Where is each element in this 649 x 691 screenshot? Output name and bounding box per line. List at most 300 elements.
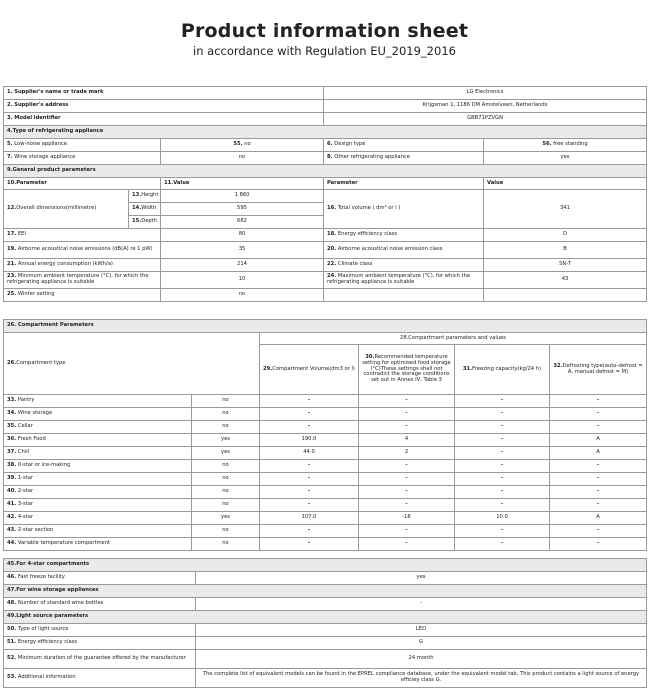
compartment-vol xyxy=(260,421,359,434)
table-row xyxy=(4,572,647,585)
compartment-defrost xyxy=(550,486,647,499)
compartment-present xyxy=(192,395,260,408)
field-label xyxy=(4,87,324,100)
field-value-text: - xyxy=(405,501,408,508)
field-number: 33. xyxy=(7,397,17,404)
field-value-text: no xyxy=(222,540,229,547)
field-value-text: free standing xyxy=(553,141,588,148)
field-value-text: no xyxy=(222,397,229,404)
compartment-present xyxy=(192,473,260,486)
column-header xyxy=(324,178,484,190)
compartment-freeze xyxy=(455,408,550,421)
field-label-text: Wine storage appliance xyxy=(14,154,76,161)
field-value-text: - xyxy=(405,410,408,417)
compartment-defrost xyxy=(550,421,647,434)
field-label xyxy=(4,152,161,165)
field-label-text: 4-star xyxy=(17,514,34,521)
field-value xyxy=(196,650,647,669)
field-number: 53. xyxy=(7,674,17,681)
field-label-text: Airborne acoustical noise emission class xyxy=(337,246,443,253)
field-value-text: - xyxy=(500,397,504,404)
table-row xyxy=(4,229,647,242)
field-number: 29. xyxy=(263,365,273,372)
compartment-table xyxy=(3,319,647,551)
field-label-text: Airborne acoustical noise emissions (dB(A) re 1 pW) xyxy=(17,246,153,253)
field-value xyxy=(324,100,647,113)
field-value-text: - xyxy=(500,540,504,547)
compartment-temp xyxy=(359,525,455,538)
compartment-name xyxy=(4,421,192,434)
field-label xyxy=(4,139,161,152)
field-label-text: Cellar xyxy=(17,423,33,430)
table-row xyxy=(4,152,647,165)
field-value-text: B xyxy=(563,246,567,253)
field-number: 6. xyxy=(327,141,333,148)
table-row xyxy=(4,178,647,190)
compartment-name xyxy=(4,486,192,499)
field-number: 15. xyxy=(132,218,142,225)
table-row xyxy=(4,320,647,333)
compartment-freeze xyxy=(455,525,550,538)
field-value-text: -18 xyxy=(402,514,411,521)
field-number: 36. xyxy=(7,436,17,443)
field-number: 37. xyxy=(7,449,17,456)
field-number: 32. xyxy=(553,362,563,369)
field-value-text: - xyxy=(596,540,600,547)
field-number: 43. xyxy=(7,527,17,534)
field-number: 55. xyxy=(233,141,243,148)
table-row xyxy=(4,126,647,139)
field-number: 17. xyxy=(7,231,17,238)
column-header-text: Recommended temperature setting for optimised food storage (°C)These settings shall not contradict the storage conditions set out in Annex IV, Table 3 xyxy=(362,353,451,384)
field-value-text: - xyxy=(500,475,504,482)
compartment-vol xyxy=(260,408,359,421)
compartment-name xyxy=(4,460,192,473)
table-row xyxy=(4,272,647,289)
field-value xyxy=(196,572,647,585)
table-row xyxy=(4,525,647,538)
field-value-text: - xyxy=(596,462,600,469)
field-number: 30. xyxy=(365,353,375,360)
field-value-text: 1 860 xyxy=(234,192,250,199)
field-value-text: yes xyxy=(221,514,230,521)
field-value-text: A xyxy=(596,436,600,443)
field-label xyxy=(4,669,196,688)
compartment-name xyxy=(4,499,192,512)
field-label xyxy=(324,259,484,272)
field-value-text: 10.0 xyxy=(496,514,508,521)
table-row xyxy=(4,434,647,447)
compartment-freeze xyxy=(455,421,550,434)
field-value-text: - xyxy=(596,410,600,417)
field-value-text: 682 xyxy=(237,218,247,225)
field-number: 13. xyxy=(132,192,142,199)
table-row xyxy=(4,473,647,486)
section-title: 45.For 4-star compartments xyxy=(7,561,90,568)
table-row xyxy=(4,559,647,572)
compartment-vol xyxy=(260,447,359,460)
section-title: 47.For wine storage appliances xyxy=(7,587,99,594)
field-value-text: yes xyxy=(221,436,230,443)
field-number: 21. xyxy=(7,261,17,268)
table-row xyxy=(4,585,647,598)
field-number: 16. xyxy=(327,205,337,212)
field-value-text: no xyxy=(222,501,229,508)
field-value-text: - xyxy=(307,488,311,495)
field-value-text: - xyxy=(307,527,311,534)
field-value xyxy=(161,272,324,289)
field-label-text: Model identifier xyxy=(14,115,61,122)
page-subtitle: in accordance with Regulation EU_2019_2016 xyxy=(193,44,456,58)
field-number: 12. xyxy=(7,205,17,212)
table-row xyxy=(4,87,647,100)
column-header xyxy=(161,178,324,190)
field-number: 51. xyxy=(7,639,17,646)
table-row xyxy=(4,669,647,688)
compartment-defrost xyxy=(550,395,647,408)
column-header-text: Value xyxy=(487,179,504,186)
field-value-text: - xyxy=(500,423,504,430)
table-row xyxy=(4,113,647,126)
compartment-vol xyxy=(260,460,359,473)
field-value xyxy=(484,272,647,289)
group-header xyxy=(260,333,647,345)
field-value-text: - xyxy=(596,475,600,482)
field-value-text: - xyxy=(307,397,311,404)
field-label-text: Wine storage xyxy=(17,410,53,417)
field-number: 25. xyxy=(7,291,17,298)
table-row xyxy=(4,333,647,345)
field-value xyxy=(161,259,324,272)
compartment-present xyxy=(192,434,260,447)
compartment-defrost xyxy=(550,460,647,473)
field-value-text: - xyxy=(596,501,600,508)
field-label-text: Fresh Food xyxy=(17,436,46,443)
field-number: 40. xyxy=(7,488,17,495)
field-number: 35. xyxy=(7,423,17,430)
field-value xyxy=(196,637,647,650)
field-number: 19. xyxy=(7,246,17,253)
field-label-text: 0-star or ice-making xyxy=(17,462,71,469)
volume-label xyxy=(324,190,484,229)
compartment-vol xyxy=(260,525,359,538)
table-row xyxy=(4,139,647,152)
field-number: 34. xyxy=(7,410,17,417)
field-value-text: 341 xyxy=(560,205,570,212)
field-label-text: Depth xyxy=(141,218,158,225)
field-number: 52. xyxy=(7,655,17,662)
table-row xyxy=(4,395,647,408)
section-title: 26. Compartment Parameters xyxy=(7,322,94,329)
field-value-text: 107.0 xyxy=(301,514,317,521)
field-label-text: Type of light source xyxy=(17,626,69,633)
field-label-text: Additional information xyxy=(17,674,76,681)
table-row xyxy=(4,408,647,421)
compartment-temp xyxy=(359,512,455,525)
field-value-text: - xyxy=(500,436,504,443)
field-number: 3. xyxy=(7,115,13,122)
field-label-text: 2-star xyxy=(17,488,34,495)
compartment-type-header xyxy=(4,333,260,395)
compartment-temp xyxy=(359,408,455,421)
table-row xyxy=(4,624,647,637)
column-header-text: Parameter xyxy=(327,179,358,186)
field-number: 50. xyxy=(7,626,17,633)
column-header-text: 10.Parameter xyxy=(7,179,47,186)
field-value-text: 43 xyxy=(561,276,569,283)
field-label-text: Winter setting xyxy=(17,291,55,298)
compartment-vol xyxy=(260,512,359,525)
field-label-text: Height xyxy=(141,192,159,199)
compartment-freeze xyxy=(455,460,550,473)
field-label xyxy=(4,650,196,669)
compartment-temp xyxy=(359,460,455,473)
compartment-present xyxy=(192,525,260,538)
field-number: 41. xyxy=(7,501,17,508)
field-label xyxy=(4,100,324,113)
field-number: 38. xyxy=(7,462,17,469)
compartment-present xyxy=(192,460,260,473)
column-header xyxy=(4,178,161,190)
compartment-defrost xyxy=(550,538,647,551)
field-label-text: Energy efficiency class xyxy=(337,231,398,238)
compartment-temp xyxy=(359,447,455,460)
field-value-text: - xyxy=(596,488,600,495)
field-label-text: Total volume ( dm³ or l ) xyxy=(337,205,401,212)
field-label-text: Variable temperature compartment xyxy=(17,540,111,547)
compartment-vol xyxy=(260,473,359,486)
info-table-top xyxy=(3,86,647,302)
field-label-text: Other refrigerating appliance xyxy=(334,154,410,161)
dimension-label xyxy=(129,216,161,229)
compartment-name xyxy=(4,395,192,408)
field-label-text: Chill xyxy=(17,449,30,456)
field-number: 39. xyxy=(7,475,17,482)
field-value-text: D xyxy=(563,231,568,238)
field-value-text: no xyxy=(222,410,229,417)
field-label-text: Overall dimensions(millimetre) xyxy=(16,205,97,212)
field-number: 56. xyxy=(542,141,552,148)
field-value-text: no xyxy=(244,141,251,148)
field-value-text: - xyxy=(500,410,504,417)
field-label-text: Minimum duration of the guarantee offered by the manufacturer xyxy=(17,655,186,662)
compartment-present xyxy=(192,447,260,460)
field-value xyxy=(484,259,647,272)
field-value-text: LG Electronics xyxy=(466,89,504,96)
field-value-text: SN-T xyxy=(559,261,571,268)
field-value xyxy=(161,289,324,302)
table-row xyxy=(4,100,647,113)
table-row xyxy=(4,259,647,272)
field-label-text: 3-star xyxy=(17,501,34,508)
field-number: 20. xyxy=(327,246,337,253)
field-value-text: - xyxy=(307,410,311,417)
compartment-temp xyxy=(359,538,455,551)
compartment-freeze xyxy=(455,538,550,551)
field-label-text: EEI xyxy=(17,231,26,238)
compartment-temp xyxy=(359,395,455,408)
section-title: 4.Type of refrigerating appliance xyxy=(7,128,104,135)
field-value-text: - xyxy=(420,600,422,607)
field-value-text: no xyxy=(222,488,229,495)
field-label-text: Climate class xyxy=(337,261,373,268)
field-value-text: 44.0 xyxy=(303,449,315,456)
field-label-text: Low-noise appliance xyxy=(14,141,67,148)
compartment-vol xyxy=(260,486,359,499)
field-label xyxy=(324,139,484,152)
field-number: 7. xyxy=(7,154,13,161)
field-label xyxy=(4,272,161,289)
compartment-present xyxy=(192,499,260,512)
field-label-text: Fast freeze facility xyxy=(17,574,66,581)
table-row xyxy=(4,242,647,259)
field-value-text: - xyxy=(405,540,408,547)
field-value-text: - xyxy=(596,527,600,534)
table-row xyxy=(4,460,647,473)
field-number: 44. xyxy=(7,540,17,547)
field-number: 24. xyxy=(327,273,337,280)
field-value-text: - xyxy=(405,462,408,469)
field-value-text: 214 xyxy=(237,261,247,268)
bottom-table xyxy=(3,558,647,688)
field-value-text: 2 xyxy=(404,449,409,456)
field-label xyxy=(324,152,484,165)
compartment-freeze xyxy=(455,499,550,512)
dimensions-label xyxy=(4,190,129,229)
field-value-text: - xyxy=(307,423,311,430)
dimension-value xyxy=(161,190,324,203)
field-label-text: Compartment type xyxy=(16,359,66,366)
field-label-text: Annual energy consumption (kWh/a) xyxy=(17,261,113,268)
table-row xyxy=(4,611,647,624)
compartment-freeze xyxy=(455,473,550,486)
compartment-vol xyxy=(260,395,359,408)
field-label xyxy=(4,113,324,126)
field-value xyxy=(196,598,647,611)
field-value-text: - xyxy=(405,475,408,482)
field-value-text: - xyxy=(500,527,504,534)
column-header xyxy=(455,345,550,395)
field-label-text: 1-star xyxy=(17,475,34,482)
table-row xyxy=(4,486,647,499)
field-value xyxy=(324,87,647,100)
field-label xyxy=(4,637,196,650)
compartment-freeze xyxy=(455,447,550,460)
column-header-text: Freezing capacity(kg/24 h) xyxy=(472,365,542,372)
field-value-text: - xyxy=(596,397,600,404)
field-number: 48. xyxy=(7,600,17,607)
field-label-text: Supplier's address xyxy=(14,102,69,109)
section-header xyxy=(4,585,647,598)
field-label xyxy=(4,624,196,637)
field-value xyxy=(324,113,647,126)
field-value xyxy=(196,669,647,688)
compartment-defrost xyxy=(550,525,647,538)
field-number: 31. xyxy=(462,365,473,372)
field-number: 23. xyxy=(7,273,17,280)
compartment-temp xyxy=(359,499,455,512)
field-label-text: Pantry xyxy=(17,397,35,404)
compartment-temp xyxy=(359,434,455,447)
field-number: 2. xyxy=(7,102,13,109)
compartment-name xyxy=(4,408,192,421)
section-header xyxy=(4,126,647,139)
field-number: 18. xyxy=(327,231,337,238)
dimension-value xyxy=(161,216,324,229)
field-value-text: - xyxy=(307,475,311,482)
compartment-vol xyxy=(260,499,359,512)
field-label-text: Supplier's name or trade mark xyxy=(14,89,104,96)
field-value-text: no xyxy=(222,462,229,469)
field-label-text: Design type xyxy=(334,141,366,148)
field-number: 46. xyxy=(7,574,17,581)
compartment-name xyxy=(4,473,192,486)
field-number: 42. xyxy=(7,514,17,521)
column-header-text: Compartment Volume(dm3 or l) xyxy=(272,365,355,372)
compartment-present xyxy=(192,486,260,499)
field-value xyxy=(484,229,647,242)
field-value-text: - xyxy=(405,527,408,534)
table-row xyxy=(4,421,647,434)
field-value-text: 190.0 xyxy=(301,436,317,443)
field-value-text: A xyxy=(596,514,600,521)
compartment-freeze xyxy=(455,512,550,525)
field-value xyxy=(161,152,324,165)
compartment-defrost xyxy=(550,473,647,486)
compartment-temp xyxy=(359,421,455,434)
field-value-text: The complete list of equivalent models can be found in the EPREL compliance database, under the equivalent model tab, This product contains a light source of energy efficiey class G. xyxy=(202,671,640,683)
field-number: 14. xyxy=(132,205,142,212)
field-value-text: GBB71PZVGN xyxy=(467,115,503,122)
field-value-text: G xyxy=(418,639,424,646)
field-label xyxy=(4,259,161,272)
field-value xyxy=(161,229,324,242)
section-title: 49.Light source parameters xyxy=(7,613,89,620)
field-label-text: Number of standard wine bottles xyxy=(17,600,104,607)
field-label xyxy=(324,289,484,302)
field-value xyxy=(484,139,647,152)
compartment-freeze xyxy=(455,395,550,408)
compartment-name xyxy=(4,434,192,447)
field-number: 5. xyxy=(7,141,13,148)
field-value-text: 10 xyxy=(238,276,246,283)
volume-value xyxy=(484,190,647,229)
field-value-text: 80 xyxy=(238,231,246,238)
field-number: 8. xyxy=(327,154,333,161)
field-value-text: no xyxy=(222,527,229,534)
field-value-text: yes xyxy=(416,574,426,581)
compartment-defrost xyxy=(550,447,647,460)
section-header xyxy=(4,320,647,333)
compartment-present xyxy=(192,538,260,551)
field-value-text: - xyxy=(500,501,504,508)
field-value-text: - xyxy=(500,449,504,456)
field-label xyxy=(4,242,161,259)
field-value-text: yes xyxy=(221,449,230,456)
field-value-text: 4 xyxy=(404,436,409,443)
dimension-value xyxy=(161,203,324,216)
column-header xyxy=(550,345,647,395)
section-header xyxy=(4,559,647,572)
field-value-text: - xyxy=(500,462,504,469)
field-value-text: yes xyxy=(560,154,570,161)
field-label-text: Width xyxy=(141,205,157,212)
field-label xyxy=(4,572,196,585)
field-number: 1. xyxy=(7,89,13,96)
field-value-text: - xyxy=(405,423,408,430)
field-number: 26. xyxy=(7,359,17,366)
table-row xyxy=(4,637,647,650)
